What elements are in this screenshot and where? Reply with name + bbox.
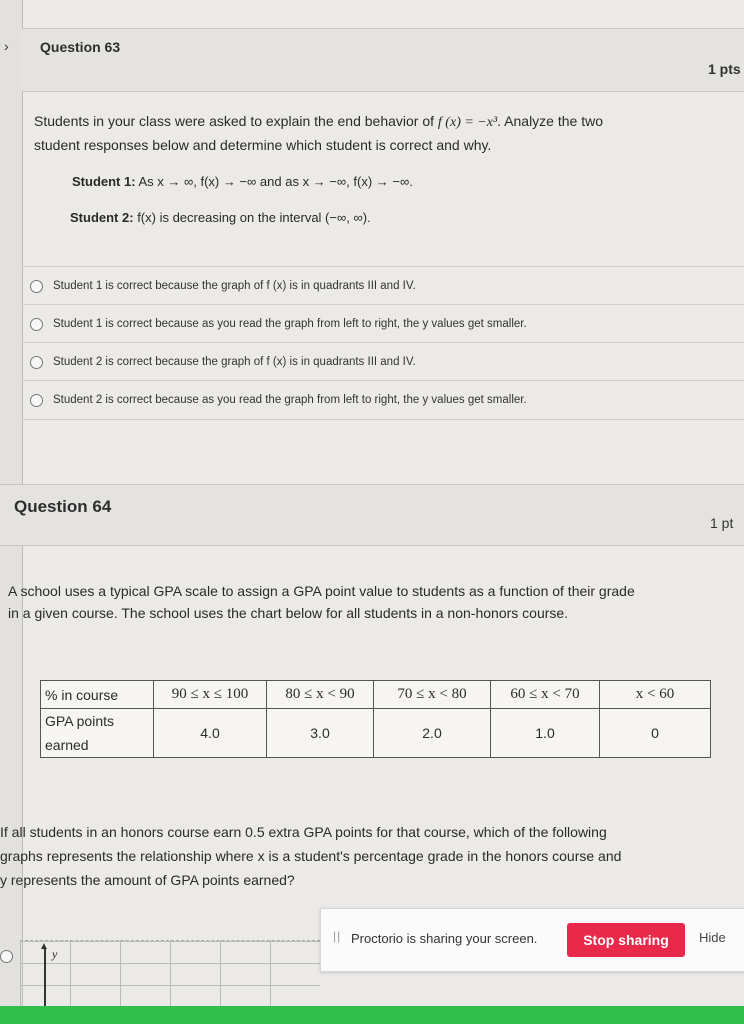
- drag-handle-icon[interactable]: ||: [333, 929, 342, 943]
- question-64-title: Question 64: [14, 497, 112, 516]
- radio-button[interactable]: [30, 280, 43, 293]
- stop-sharing-button[interactable]: Stop sharing: [567, 923, 685, 957]
- question-64-question: If all students in an honors course earn 0.5 extra GPA points for that course, which of the following graphs represents the relationship where x is a student's percentage grade in the honors course and y represents the amount of GPA points earned?: [0, 824, 622, 888]
- answer-choice-1[interactable]: Student 1 is correct because the graph of f (x) is in quadrants III and IV.: [22, 266, 744, 305]
- bottom-status-bar: [0, 1006, 744, 1024]
- gpa-scale-table: [40, 680, 711, 758]
- answer-choice-2[interactable]: Student 1 is correct because as you read the graph from left to right, the y values get smaller.: [22, 304, 744, 343]
- question-64-header: [0, 484, 744, 546]
- question-63-title: Question 63: [40, 39, 121, 55]
- graph-axis-label: y: [52, 947, 58, 961]
- answer-choice-3[interactable]: Student 2 is correct because the graph of f (x) is in quadrants III and IV.: [22, 342, 744, 381]
- graph-axis-arrow-icon: ▲: [39, 941, 49, 952]
- chevron-right-icon[interactable]: ›: [4, 38, 9, 54]
- table-cell: 70 ≤ x < 80: [374, 681, 491, 709]
- question-63-points: 1 pts: [708, 61, 741, 77]
- graph-option-preview: [20, 940, 320, 1007]
- question-64-description: A school uses a typical GPA scale to assign a GPA point value to students as a function of their grade in a given course. The school uses the chart below for all students in a non-honors course.: [8, 583, 635, 621]
- question-64-points: 1 pt: [710, 515, 734, 531]
- question-63-header: [22, 28, 744, 92]
- table-header-cell: % in course: [41, 681, 154, 709]
- student-2-response: Student 2: f(x) is decreasing on the interval (−∞, ∞).: [70, 210, 371, 225]
- proctorio-share-bar: [320, 908, 744, 972]
- table-cell: 80 ≤ x < 90: [267, 681, 374, 709]
- table-header-cell: GPA points earned: [41, 709, 154, 758]
- proctorio-message: Proctorio is sharing your screen.: [351, 931, 538, 946]
- graph-option-radio[interactable]: [0, 950, 13, 963]
- table-cell: 1.0: [491, 709, 600, 758]
- question-63-prompt: Students in your class were asked to explain the end behavior of f (x) = −x³. Analyze the two student responses below and determine which student is correct and why.: [34, 113, 603, 153]
- table-cell: x < 60: [600, 681, 711, 709]
- radio-button[interactable]: [30, 318, 43, 331]
- table-cell: 0: [600, 709, 711, 758]
- table-row: [41, 681, 711, 709]
- graph-y-axis: [44, 947, 46, 1007]
- hide-button[interactable]: Hide: [693, 929, 732, 946]
- student-1-response: Student 1: As x → ∞, f(x) → −∞ and as x → −∞, f(x) → −∞.: [72, 174, 413, 189]
- table-cell: 2.0: [374, 709, 491, 758]
- table-cell: 4.0: [154, 709, 267, 758]
- table-cell: 60 ≤ x < 70: [491, 681, 600, 709]
- table-cell: 90 ≤ x ≤ 100: [154, 681, 267, 709]
- table-cell: 3.0: [267, 709, 374, 758]
- radio-button[interactable]: [30, 394, 43, 407]
- table-row: [41, 709, 711, 758]
- radio-button[interactable]: [30, 356, 43, 369]
- answer-choice-4[interactable]: Student 2 is correct because as you read the graph from left to right, the y values get smaller.: [22, 380, 744, 420]
- function-expression: f (x) = −x³: [437, 115, 498, 130]
